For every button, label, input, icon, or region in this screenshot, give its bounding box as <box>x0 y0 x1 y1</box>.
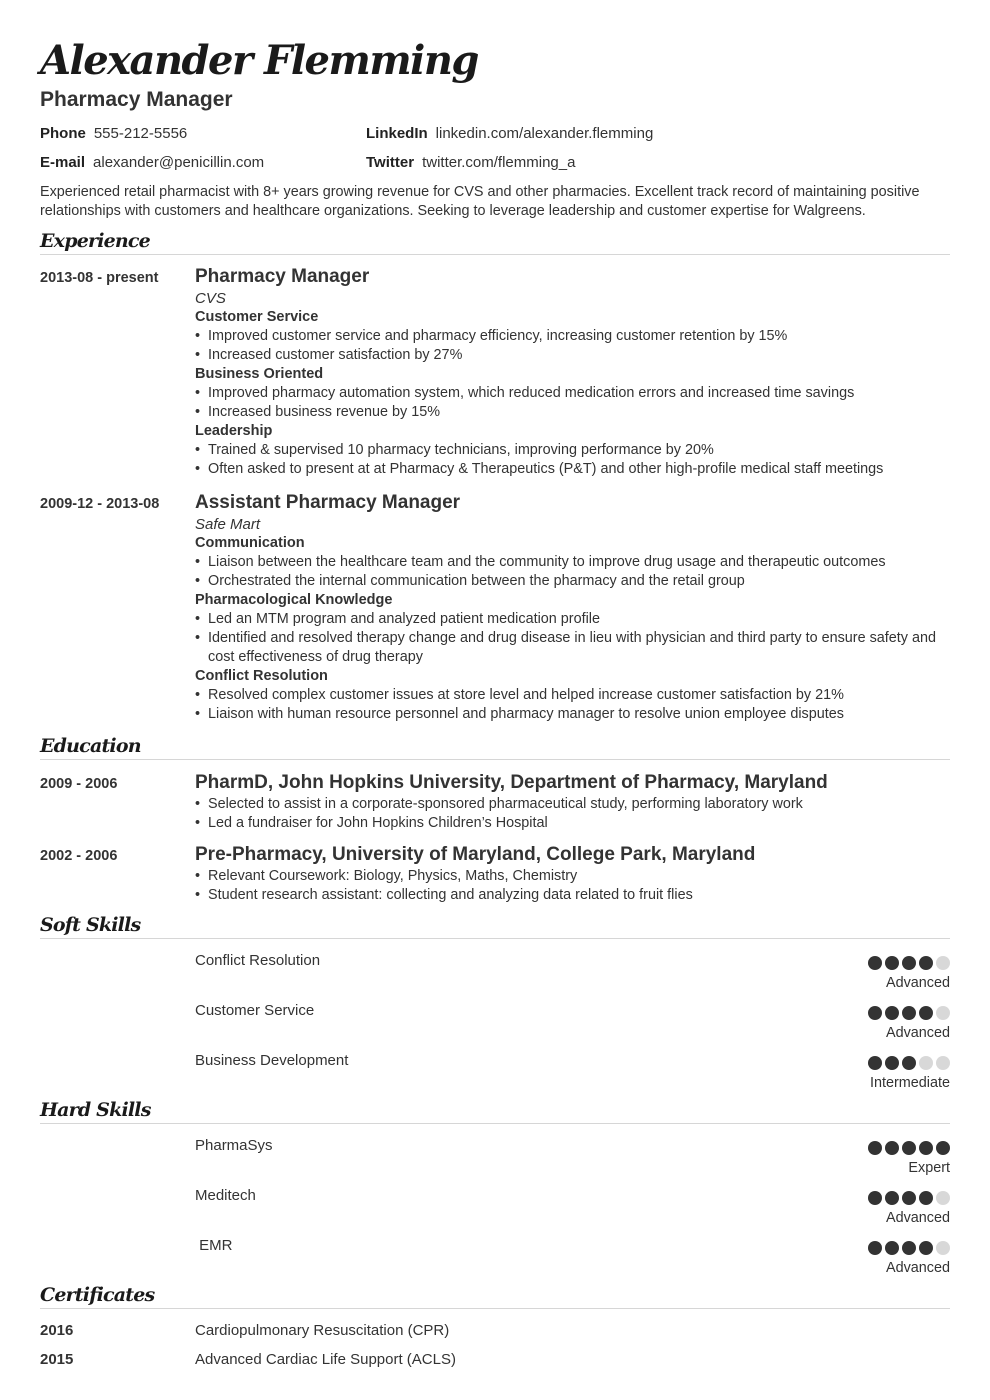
section-title-education <box>40 729 950 760</box>
rating-dot-filled <box>902 1056 916 1070</box>
rating-dot-filled <box>919 1006 933 1020</box>
rating-dot-filled <box>919 956 933 970</box>
bullet-item: • Selected to assist in a corporate-sponsored pharmaceutical study, performing laboratory work <box>195 795 950 814</box>
skill-row <box>195 1137 950 1181</box>
skill-row <box>195 1052 950 1096</box>
job-date: 2009-12 - 2013-08 <box>40 496 160 512</box>
skill-name: EMR <box>195 1237 233 1254</box>
skill-level: Expert <box>908 1160 950 1176</box>
job-subheading: Leadership <box>195 423 273 439</box>
rating-dot-filled <box>902 1141 916 1155</box>
certificate-name: Cardiopulmonary Resuscitation (CPR) <box>195 1322 450 1339</box>
job-entry <box>195 491 950 724</box>
skill-level: Intermediate <box>870 1075 950 1091</box>
bullet-item: • Improved customer service and pharmacy efficiency, increasing customer retention by 15% <box>195 327 950 346</box>
rating-dot-filled <box>936 1141 950 1155</box>
skill-row <box>195 1237 950 1281</box>
bullet-item: • Orchestrated the internal communication between the pharmacy and the retail group <box>195 572 950 591</box>
bullet-item: • Led an MTM program and analyzed patient medication profile <box>195 610 950 629</box>
skill-rating <box>868 956 950 970</box>
bullet-item: • Identified and resolved therapy change and drug disease in lieu with physician and third party to ensure safety and cost effectiveness of drug therapy <box>195 629 950 667</box>
bullet-list <box>195 553 950 591</box>
certificate-year: 2016 <box>40 1322 74 1339</box>
bullet-list <box>195 867 950 905</box>
skill-name: PharmaSys <box>195 1137 273 1154</box>
twitter-link[interactable]: twitter.com/flemming_a <box>422 154 576 171</box>
skill-level: Advanced <box>885 975 950 991</box>
bullet-item: • Student research assistant: collecting and analyzing data related to fruit flies <box>195 886 950 905</box>
summary-text: Experienced retail pharmacist with 8+ years growing revenue for CVS and other pharmacies. Excellent track record of maintaining positive relationships with customers and healthcare organizations. Seeking to leverage leadership and customer expertise for Walgreens. <box>40 184 920 219</box>
rating-dot-filled <box>868 1056 882 1070</box>
rating-dot-filled <box>885 956 899 970</box>
job-title: Assistant Pharmacy Manager <box>195 492 461 513</box>
candidate-role: Pharmacy Manager <box>40 88 233 111</box>
bullet-list <box>195 384 950 422</box>
job-subheading: Communication <box>195 535 305 551</box>
bullet-item: • Trained & supervised 10 pharmacy technicians, improving performance by 20% <box>195 441 950 460</box>
rating-dot-filled <box>919 1141 933 1155</box>
rating-dot-empty <box>919 1056 933 1070</box>
rating-dot-filled <box>868 1191 882 1205</box>
rating-dot-filled <box>902 1241 916 1255</box>
contact-twitter <box>366 154 575 172</box>
skill-row <box>195 952 950 996</box>
certificate-name: Advanced Cardiac Life Support (ACLS) <box>195 1351 456 1368</box>
section-title-certificates <box>40 1278 950 1309</box>
education-heading: Education <box>40 735 141 757</box>
job-entry <box>195 265 950 479</box>
email-label: E-mail <box>40 154 86 171</box>
soft-skills-heading: Soft Skills <box>40 914 141 936</box>
skill-rating <box>868 1191 950 1205</box>
skill-name: Customer Service <box>195 1002 315 1019</box>
rating-dot-filled <box>885 1241 899 1255</box>
rating-dot-filled <box>885 1141 899 1155</box>
linkedin-link[interactable]: linkedin.com/alexander.flemming <box>435 125 654 142</box>
rating-dot-filled <box>868 1141 882 1155</box>
rating-dot-filled <box>885 1191 899 1205</box>
rating-dot-filled <box>902 1191 916 1205</box>
education-entry <box>195 843 950 905</box>
skill-rating <box>868 1006 950 1020</box>
rating-dot-empty <box>936 1006 950 1020</box>
job-subheading: Pharmacological Knowledge <box>195 592 393 608</box>
bullet-item: • Improved pharmacy automation system, which reduced medication errors and increased time savings <box>195 384 950 403</box>
contact-linkedin <box>366 125 653 143</box>
rating-dot-filled <box>902 1006 916 1020</box>
twitter-label: Twitter <box>366 154 415 171</box>
skill-level: Advanced <box>885 1025 950 1041</box>
bullet-item: • Often asked to present at at Pharmacy & Therapeutics (P&T) and other high-profile medical staff meetings <box>195 460 950 479</box>
rating-dot-filled <box>868 1241 882 1255</box>
contact-phone <box>40 125 187 143</box>
job-company: Safe Mart <box>195 516 261 533</box>
skill-rating <box>868 1056 950 1070</box>
skill-row <box>195 1002 950 1046</box>
bullet-list <box>195 795 950 833</box>
skill-name: Business Development <box>195 1052 349 1069</box>
skill-row <box>195 1187 950 1231</box>
rating-dot-filled <box>885 1056 899 1070</box>
skill-level: Advanced <box>885 1260 950 1276</box>
email-value: alexander@penicillin.com <box>93 154 265 171</box>
rating-dot-filled <box>868 956 882 970</box>
rating-dot-filled <box>919 1241 933 1255</box>
bullet-item: • Liaison between the healthcare team and the community to improve drug usage and therapeutic outcomes <box>195 553 950 572</box>
certificate-year: 2015 <box>40 1351 74 1368</box>
bullet-item: • Increased customer satisfaction by 27% <box>195 346 950 365</box>
rating-dot-empty <box>936 1191 950 1205</box>
education-date: 2002 - 2006 <box>40 848 118 864</box>
skill-rating <box>868 1241 950 1255</box>
job-title: Pharmacy Manager <box>195 266 370 287</box>
bullet-item: • Increased business revenue by 15% <box>195 403 950 422</box>
section-title-experience <box>40 224 950 255</box>
bullet-item: • Led a fundraiser for John Hopkins Children’s Hospital <box>195 814 950 833</box>
skill-name: Conflict Resolution <box>195 952 321 969</box>
education-date: 2009 - 2006 <box>40 776 118 792</box>
education-title: Pre-Pharmacy, University of Maryland, College Park, Maryland <box>195 844 756 865</box>
candidate-name: Alexander Flemming <box>40 37 478 84</box>
bullet-item: • Relevant Coursework: Biology, Physics, Maths, Chemistry <box>195 867 950 886</box>
skill-rating <box>868 1141 950 1155</box>
experience-heading: Experience <box>40 230 150 252</box>
rating-dot-empty <box>936 1056 950 1070</box>
skill-name: Meditech <box>195 1187 256 1204</box>
section-title-soft-skills <box>40 908 950 939</box>
job-subheading: Business Oriented <box>195 366 324 382</box>
bullet-list <box>195 441 950 479</box>
bullet-item: • Resolved complex customer issues at store level and helped increase customer satisfaction by 21% <box>195 686 950 705</box>
bullet-item: • Liaison with human resource personnel and pharmacy manager to resolve union employee disputes <box>195 705 950 724</box>
rating-dot-empty <box>936 956 950 970</box>
contact-email <box>40 154 264 172</box>
rating-dot-filled <box>868 1006 882 1020</box>
bullet-list <box>195 327 950 365</box>
job-subheading: Customer Service <box>195 309 319 325</box>
phone-label: Phone <box>40 125 86 142</box>
bullet-list <box>195 686 950 724</box>
job-company: CVS <box>195 290 226 307</box>
rating-dot-filled <box>919 1191 933 1205</box>
job-subheading: Conflict Resolution <box>195 668 328 684</box>
job-date: 2013-08 - present <box>40 270 159 286</box>
linkedin-label: LinkedIn <box>366 125 428 142</box>
rating-dot-filled <box>885 1006 899 1020</box>
certificates-heading: Certificates <box>40 1284 155 1306</box>
education-title: PharmD, John Hopkins University, Department of Pharmacy, Maryland <box>195 772 828 793</box>
education-entry <box>195 771 950 833</box>
rating-dot-filled <box>902 956 916 970</box>
skill-level: Advanced <box>885 1210 950 1226</box>
bullet-list <box>195 610 950 667</box>
hard-skills-heading: Hard Skills <box>40 1099 151 1121</box>
section-title-hard-skills <box>40 1093 950 1124</box>
rating-dot-empty <box>936 1241 950 1255</box>
phone-value: 555-212-5556 <box>93 125 188 142</box>
